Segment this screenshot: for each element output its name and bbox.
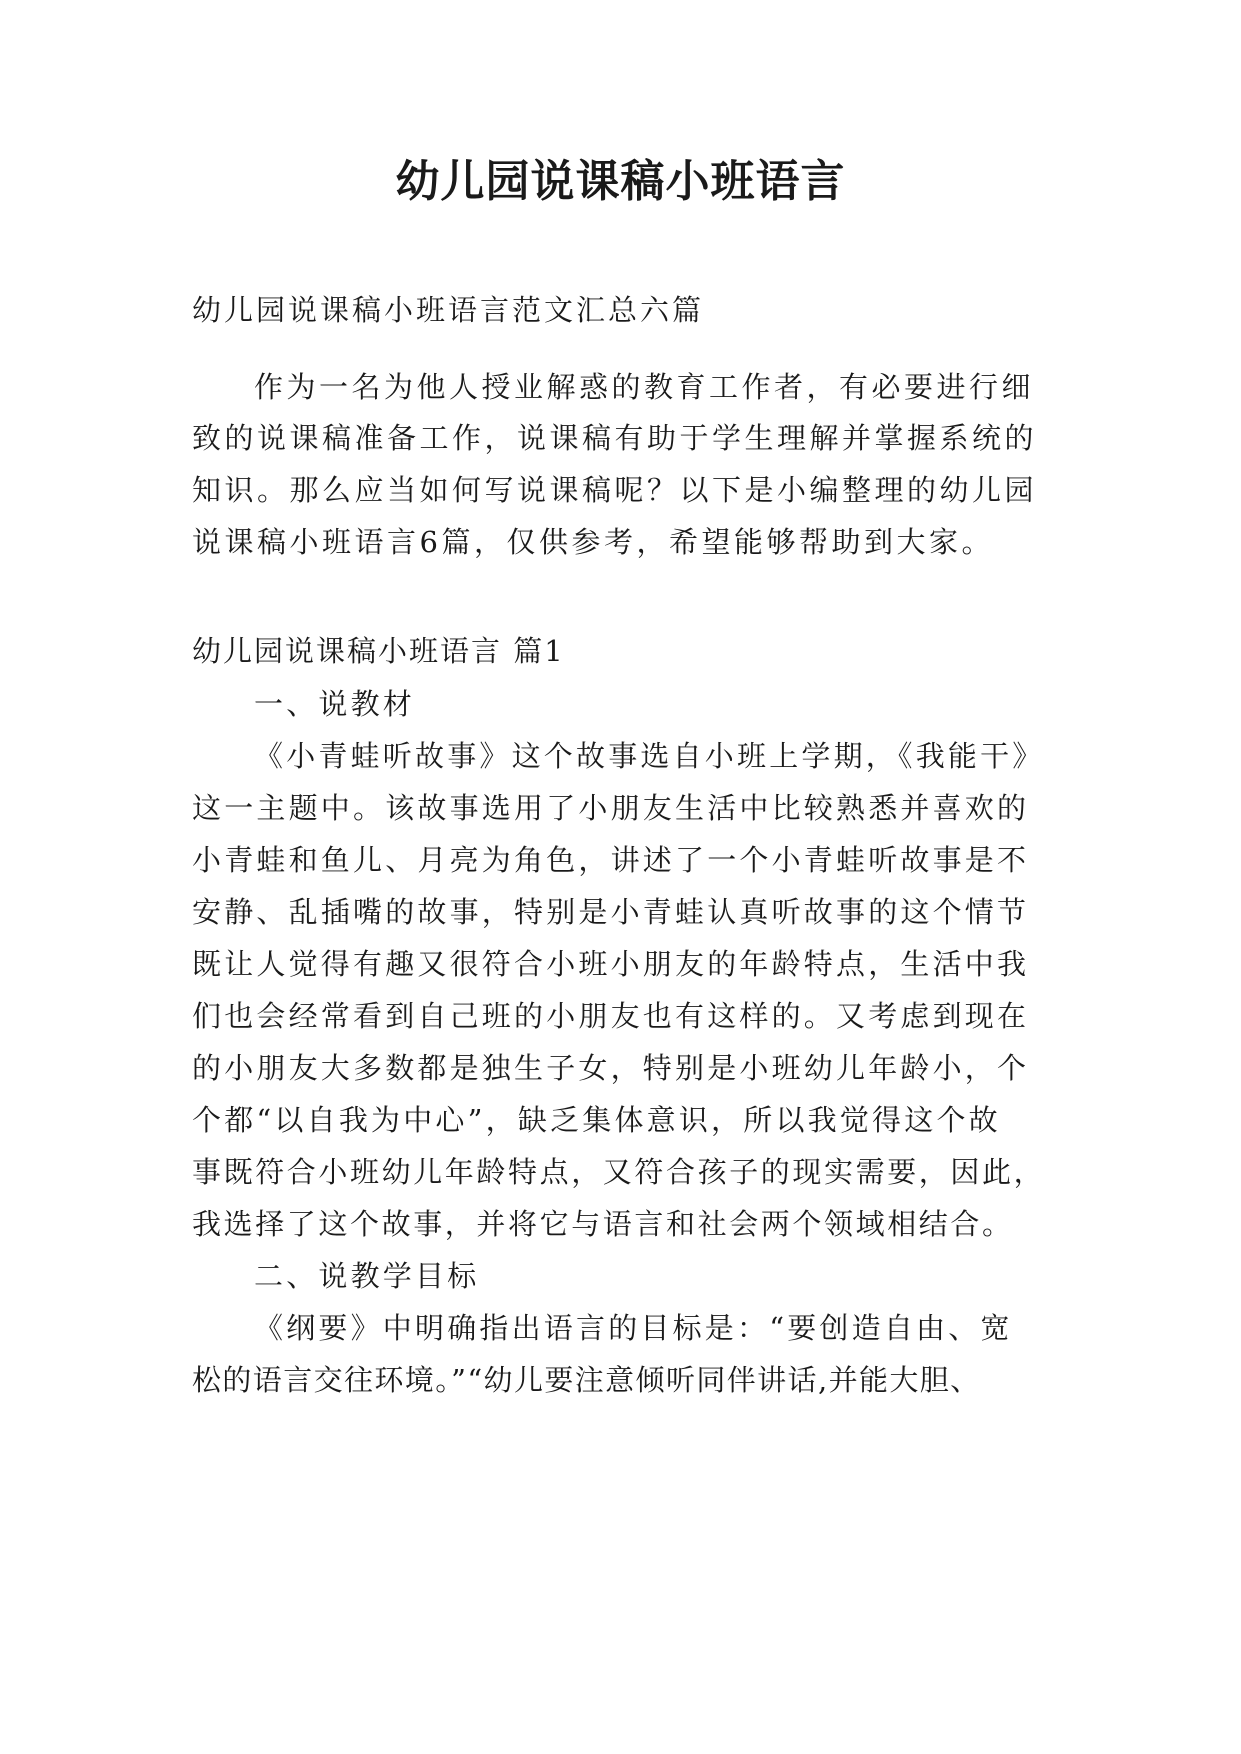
intro-line: 知识。那么应当如何写说课稿呢？以下是小编整理的幼儿园 [192, 473, 1038, 507]
body-line: 松的语言交往环境。”“幼儿要注意倾听同伴讲话,并能大胆、 [192, 1363, 981, 1397]
document-title: 幼儿园说课稿小班语言 [395, 156, 846, 207]
heading-teaching-material: 一、说教材 [254, 687, 416, 721]
body-line: 我选择了这个故事，并将它与语言和社会两个领域相结合。 [192, 1207, 1014, 1241]
body-line: 这一主题中。该故事选用了小朋友生活中比较熟悉并喜欢的 [192, 791, 1030, 825]
body-line: 《纲要》中明确指出语言的目标是：“要创造自由、宽 [254, 1311, 1013, 1345]
body-line: 的小朋友大多数都是独生子女，特别是小班幼儿年龄小，个 [192, 1051, 1030, 1085]
body-line: 们也会经常看到自己班的小朋友也有这样的。又考虑到现在 [192, 999, 1030, 1033]
body-line: 安静、乱插嘴的故事，特别是小青蛙认真听故事的这个情节 [192, 895, 1030, 929]
document-subtitle: 幼儿园说课稿小班语言范文汇总六篇 [192, 293, 705, 327]
intro-line: 作为一名为他人授业解惑的教育工作者，有必要进行细 [254, 370, 1035, 404]
section-heading: 幼儿园说课稿小班语言 篇1 [192, 634, 565, 668]
intro-line: 致的说课稿准备工作，说课稿有助于学生理解并掌握系统的 [192, 421, 1038, 455]
body-line: 小青蛙和鱼儿、月亮为角色，讲述了一个小青蛙听故事是不 [192, 843, 1030, 877]
body-line: 事既符合小班幼儿年龄特点，又符合孩子的现实需要，因此， [192, 1155, 1046, 1189]
intro-line: 说课稿小班语言6篇，仅供参考，希望能够帮助到大家。 [192, 525, 994, 559]
heading-teaching-goals: 二、说教学目标 [254, 1259, 480, 1293]
body-line: 既让人觉得有趣又很符合小班小朋友的年龄特点，生活中我 [192, 947, 1030, 981]
body-line: 《小青蛙听故事》这个故事选自小班上学期，《我能干》 [254, 739, 1045, 773]
body-line: 个都“以自我为中心”，缺乏集体意识，所以我觉得这个故 [192, 1103, 1001, 1137]
